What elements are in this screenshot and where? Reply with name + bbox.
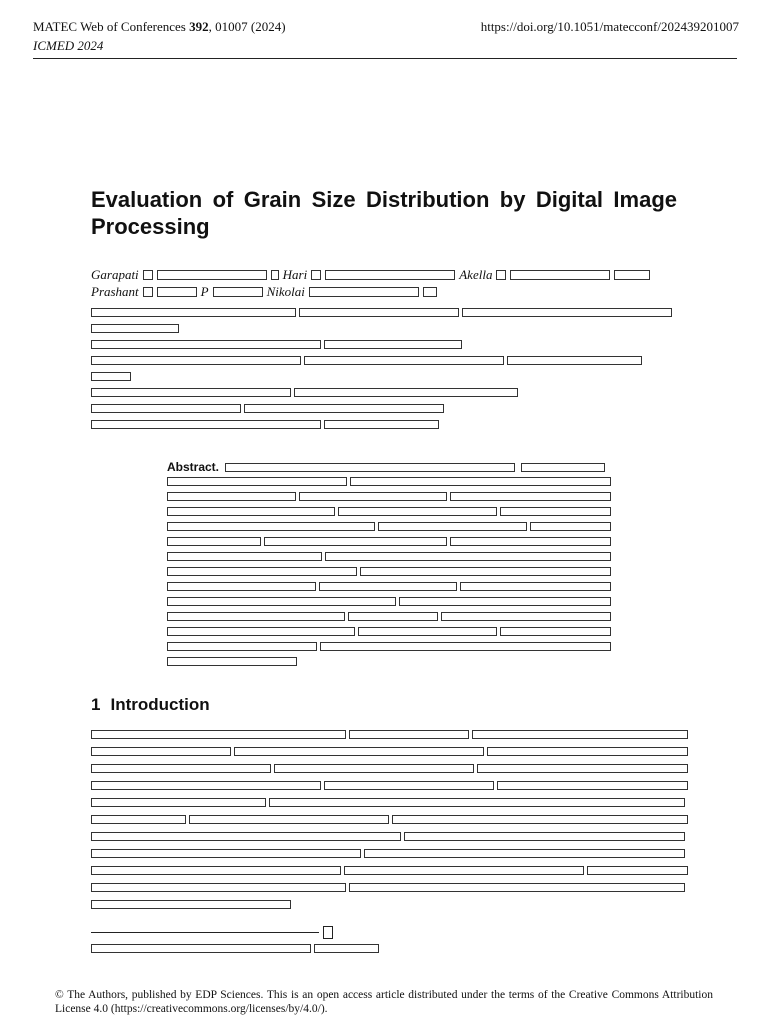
body-line bbox=[91, 764, 688, 773]
redacted-text bbox=[587, 866, 688, 875]
redacted-text bbox=[91, 372, 131, 381]
body-line bbox=[91, 798, 688, 807]
redacted-text bbox=[91, 388, 291, 397]
redacted-text bbox=[614, 270, 650, 280]
journal-name: MATEC Web of Conferences bbox=[33, 19, 186, 34]
affiliation-line bbox=[91, 388, 681, 397]
redacted-text bbox=[360, 567, 611, 576]
redacted-text bbox=[167, 507, 335, 516]
redacted-text bbox=[91, 832, 401, 841]
redacted-text bbox=[507, 356, 642, 365]
redacted-text bbox=[167, 582, 316, 591]
affiliation-list bbox=[91, 308, 681, 436]
author-name: Akella bbox=[459, 267, 493, 282]
affiliation-line bbox=[91, 324, 681, 333]
redacted-text bbox=[472, 730, 688, 739]
body-line bbox=[91, 883, 688, 892]
body-line bbox=[91, 815, 688, 824]
abstract-line bbox=[167, 612, 611, 621]
redacted-text bbox=[157, 287, 197, 297]
redacted-text bbox=[167, 537, 261, 546]
redacted-text bbox=[324, 420, 439, 429]
redacted-text bbox=[510, 270, 610, 280]
redacted-text bbox=[143, 287, 153, 297]
redacted-text bbox=[167, 477, 347, 486]
doi-link[interactable]: https://doi.org/10.1051/matecconf/202439201007 bbox=[480, 19, 739, 34]
redacted-text bbox=[344, 866, 584, 875]
redacted-text bbox=[91, 900, 291, 909]
journal-citation bbox=[33, 19, 286, 35]
redacted-text bbox=[392, 815, 688, 824]
body-line bbox=[91, 832, 688, 841]
body-line bbox=[91, 781, 688, 790]
redacted-text bbox=[189, 815, 389, 824]
author-list bbox=[91, 266, 681, 300]
footnote-rule bbox=[91, 932, 319, 933]
redacted-text bbox=[244, 404, 444, 413]
redacted-text bbox=[143, 270, 153, 280]
redacted-text bbox=[399, 597, 611, 606]
redacted-text bbox=[349, 883, 685, 892]
journal-volume: 392 bbox=[189, 19, 209, 34]
abstract bbox=[167, 460, 611, 672]
redacted-text bbox=[167, 657, 297, 666]
redacted-text bbox=[450, 537, 611, 546]
redacted-text bbox=[450, 492, 611, 501]
redacted-text bbox=[441, 612, 611, 621]
redacted-text bbox=[91, 340, 321, 349]
abstract-line bbox=[167, 582, 611, 591]
article-number: , 01007 (2024) bbox=[208, 19, 286, 34]
section-heading bbox=[91, 695, 210, 715]
redacted-text bbox=[213, 287, 263, 297]
redacted-text bbox=[91, 798, 266, 807]
redacted-text bbox=[167, 522, 375, 531]
redacted-text bbox=[500, 627, 611, 636]
redacted-text bbox=[460, 582, 611, 591]
abstract-line bbox=[167, 597, 611, 606]
affiliation-line bbox=[91, 404, 681, 413]
redacted-text bbox=[91, 747, 231, 756]
affiliation-line bbox=[91, 340, 681, 349]
redacted-text bbox=[338, 507, 497, 516]
redacted-text bbox=[294, 388, 518, 397]
page-header bbox=[33, 16, 737, 59]
redacted-text bbox=[320, 642, 611, 651]
redacted-text bbox=[91, 883, 346, 892]
body-line bbox=[91, 866, 688, 875]
redacted-text bbox=[487, 747, 688, 756]
redacted-text bbox=[311, 270, 321, 280]
redacted-text bbox=[91, 944, 311, 953]
redacted-text bbox=[378, 522, 527, 531]
redacted-text bbox=[348, 612, 437, 621]
affiliation-line bbox=[91, 356, 681, 365]
redacted-text bbox=[477, 764, 688, 773]
redacted-text bbox=[462, 308, 672, 317]
redacted-text bbox=[299, 308, 459, 317]
footnote-line bbox=[91, 944, 381, 953]
redacted-text bbox=[91, 420, 321, 429]
redacted-text bbox=[91, 866, 341, 875]
abstract-line bbox=[167, 507, 611, 516]
redacted-text bbox=[530, 522, 611, 531]
redacted-text bbox=[91, 356, 301, 365]
redacted-text bbox=[91, 404, 241, 413]
redacted-text bbox=[358, 627, 497, 636]
redacted-text bbox=[497, 781, 688, 790]
redacted-text bbox=[309, 287, 419, 297]
redacted-text bbox=[167, 552, 322, 561]
author-name: Garapati bbox=[91, 267, 139, 282]
redacted-text bbox=[167, 642, 317, 651]
redacted-text bbox=[500, 507, 611, 516]
redacted-text bbox=[91, 849, 361, 858]
abstract-label: Abstract. bbox=[167, 460, 220, 474]
affiliation-line bbox=[91, 420, 681, 429]
redacted-text bbox=[269, 798, 685, 807]
redacted-text bbox=[234, 747, 484, 756]
license-notice: © The Authors, published by EDP Sciences. This is an open access article distributed under the terms of the Creative Commons Attribution License 4.0 (https://creativecommons.org/licenses/by/4.0/). bbox=[55, 989, 713, 1015]
redacted-text bbox=[314, 944, 379, 953]
redacted-text bbox=[324, 340, 462, 349]
section-title: Introduction bbox=[110, 695, 210, 714]
redacted-text bbox=[325, 552, 611, 561]
author-name: Prashant bbox=[91, 284, 139, 299]
redacted-text bbox=[167, 627, 355, 636]
redacted-text bbox=[349, 730, 469, 739]
author-name: P bbox=[200, 284, 209, 299]
conference-name bbox=[33, 38, 103, 54]
redacted-text bbox=[91, 308, 296, 317]
affiliation-line bbox=[91, 372, 681, 381]
body-line bbox=[91, 849, 688, 858]
redacted-text bbox=[319, 582, 458, 591]
conference-label: ICMED 2024 bbox=[33, 38, 104, 53]
affiliation-line bbox=[91, 308, 681, 317]
body-line bbox=[91, 730, 688, 739]
redacted-text bbox=[91, 764, 271, 773]
redacted-text bbox=[167, 612, 345, 621]
abstract-line bbox=[167, 537, 611, 546]
redacted-text bbox=[167, 567, 357, 576]
abstract-line bbox=[167, 552, 611, 561]
redacted-text bbox=[91, 730, 346, 739]
redacted-text bbox=[350, 477, 611, 486]
redacted-text bbox=[521, 463, 605, 472]
author-name: Nikolai bbox=[266, 284, 305, 299]
redacted-text bbox=[274, 764, 474, 773]
redacted-text bbox=[225, 463, 515, 472]
redacted-text bbox=[264, 537, 447, 546]
abstract-line bbox=[167, 492, 611, 501]
abstract-line bbox=[167, 657, 611, 666]
redacted-text bbox=[299, 492, 448, 501]
redacted-text bbox=[271, 270, 279, 280]
redacted-text bbox=[91, 815, 186, 824]
footnote bbox=[91, 944, 381, 960]
redacted-text bbox=[157, 270, 267, 280]
redacted-text bbox=[304, 356, 504, 365]
abstract-line bbox=[167, 642, 611, 651]
paper-title: Evaluation of Grain Size Distribution by Digital Image Processing bbox=[91, 187, 677, 239]
author-name: Hari bbox=[282, 267, 308, 282]
footnote-marker bbox=[323, 926, 333, 939]
section-number: 1 bbox=[91, 695, 101, 714]
body-line bbox=[91, 900, 688, 909]
redacted-text bbox=[91, 781, 321, 790]
introduction-body bbox=[91, 730, 688, 917]
redacted-text bbox=[496, 270, 506, 280]
redacted-text bbox=[423, 287, 437, 297]
abstract-line bbox=[167, 477, 611, 486]
redacted-text bbox=[167, 492, 296, 501]
redacted-text bbox=[91, 324, 179, 333]
redacted-text bbox=[324, 781, 494, 790]
abstract-line bbox=[167, 567, 611, 576]
redacted-text bbox=[364, 849, 685, 858]
redacted-text bbox=[325, 270, 455, 280]
body-line bbox=[91, 747, 688, 756]
redacted-text bbox=[167, 597, 396, 606]
abstract-line bbox=[167, 627, 611, 636]
redacted-text bbox=[404, 832, 685, 841]
abstract-line bbox=[167, 522, 611, 531]
